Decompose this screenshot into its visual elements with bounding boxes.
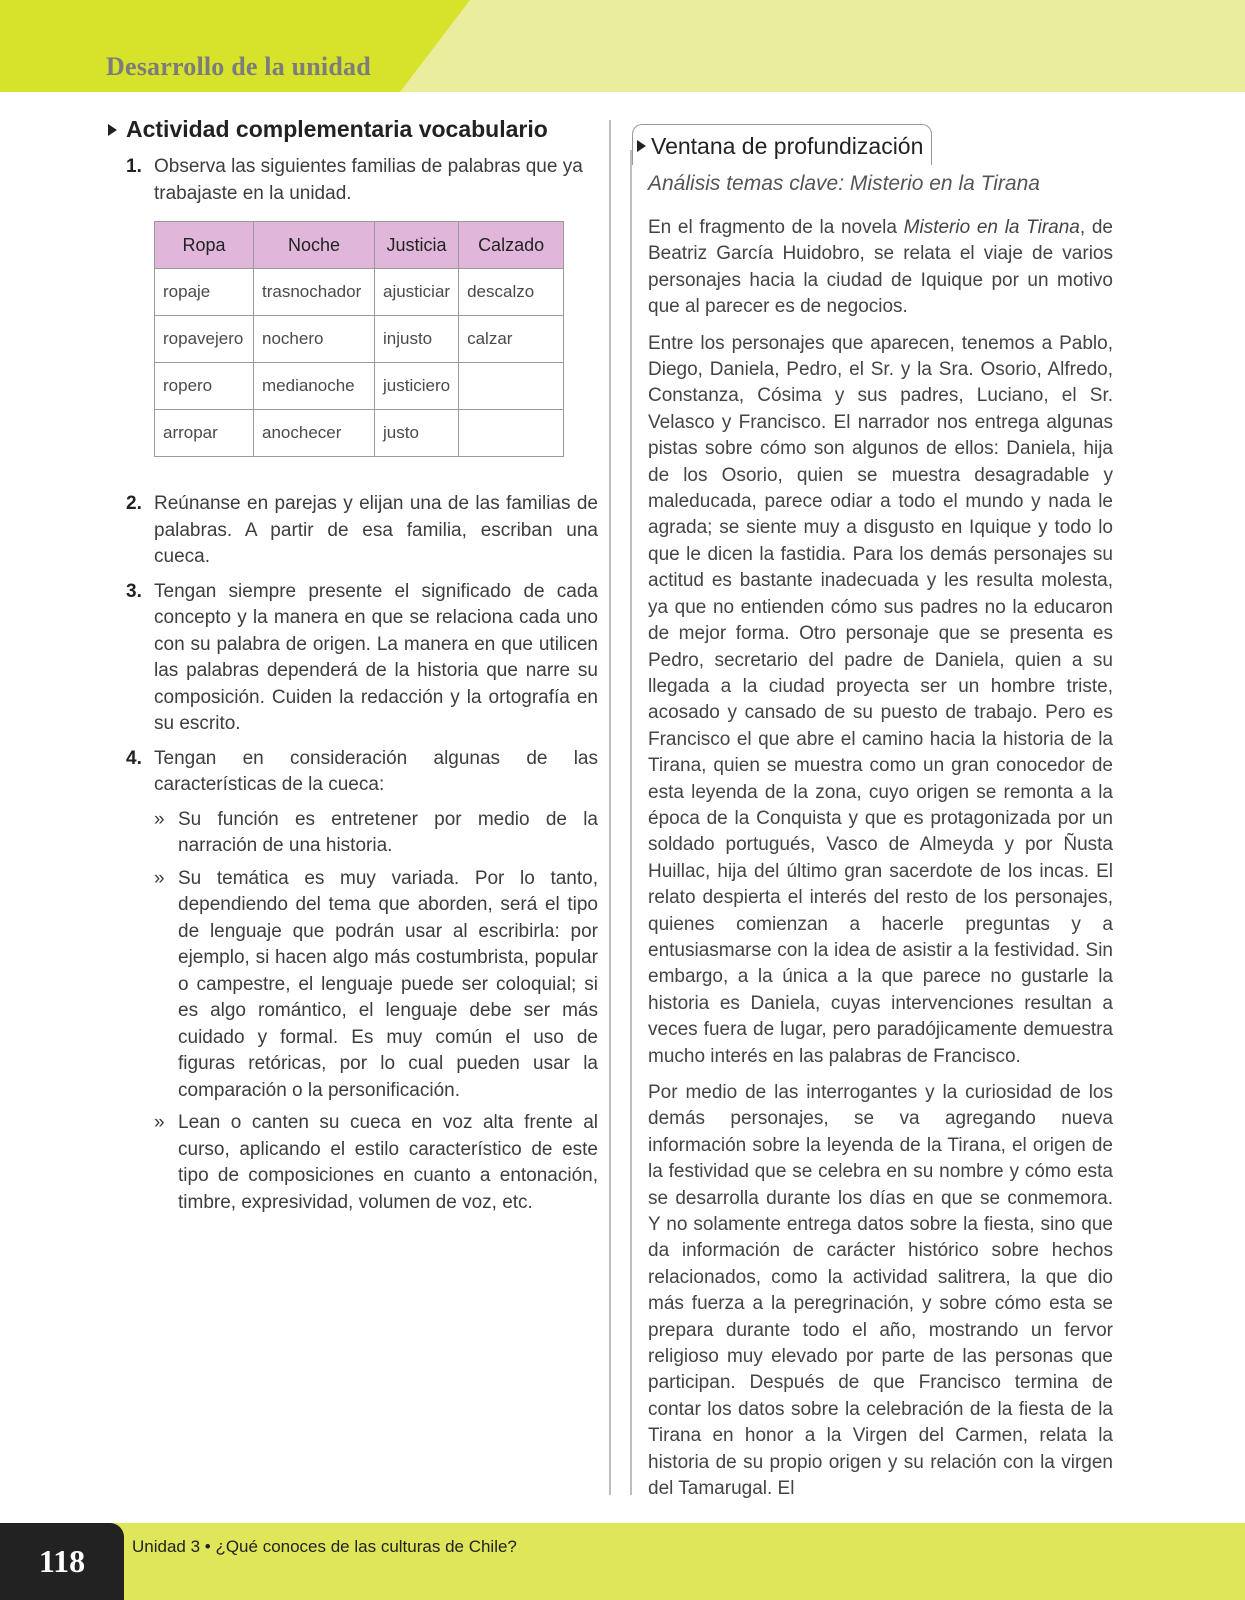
table-cell: anochecer [254,410,375,457]
column-header: Noche [254,222,375,269]
table-cell: calzar [459,316,564,363]
list-item [154,1110,598,1216]
table-header-row [155,222,564,269]
table-row [155,316,564,363]
bullet-mark: » [154,867,165,889]
table-cell: ropero [155,363,254,410]
item-text: Tengan siempre presente el significado de cada concepto y la manera en que se relaciona cada uno con su palabra de origen. La manera en que utilicen las palabras dependerá de la historia que narre su composición. Cuiden la redacción y la ortografía en su escrito. [154,580,598,734]
table-cell [459,363,564,410]
unit-label: Unidad 3 • ¿Qué conoces de las culturas de Chile? [132,1537,517,1556]
section-heading-text: Actividad complementaria vocabulario [126,116,548,142]
page-footer [0,1523,1245,1600]
table-cell: trasnochador [254,269,375,316]
table-cell [459,410,564,457]
table-cell: ropaje [155,269,254,316]
section-tab-heading [632,124,932,165]
table-cell: nochero [254,316,375,363]
activity-item-2 [108,491,598,571]
list-item-text: Su temática es muy variada. Por lo tanto, dependiendo del tema que aborden, será el tipo de lenguaje que podrán usar al escribirla: por ejemplo, si hacen algo más costumbrista, popular o campestre, el lenguaje puede ser coloquial; si es algo romántico, el lenguaje debe ser más cuidado y formal. Es muy común el uso de figuras retóricas, por lo cual pueden usar la comparación o la personificación. [178,867,598,1101]
list-item [154,866,598,1105]
table-cell: ajusticiar [375,269,459,316]
triangle-bullet-icon [637,140,646,152]
item-number: 3. [126,580,142,602]
table-cell: descalzo [459,269,564,316]
novel-title: Misterio en la Tirana [903,217,1080,238]
section-subtitle: Análisis temas clave: Misterio en la Tirana [648,172,1040,195]
page-number: 118 [0,1523,124,1600]
page-title: Desarrollo de la unidad [106,52,371,81]
section-tab-heading-text: Ventana de profundización [651,133,924,159]
column-divider-right [630,150,632,1495]
activity-item-1 [108,154,598,207]
characteristics-list [154,807,598,1217]
list-item-text: Su función es entretener por medio de la narración de una historia. [178,808,598,856]
page-header [0,0,1245,92]
vocabulary-table [154,221,564,457]
item-number: 4. [126,747,142,769]
table-row [155,269,564,316]
right-column [648,124,1113,1513]
list-item [154,807,598,860]
item-number: 2. [126,493,142,514]
table-row [155,410,564,457]
bullet-mark: » [154,1112,165,1133]
item-text: Tengan en consideración algunas de las características de la cueca: [154,747,598,795]
item-text: Reúnanse en parejas y elijan una de las familias de palabras. A partir de esa familia, escriban una cueca. [154,493,598,567]
item-number: 1. [126,156,142,177]
paragraph: Por medio de las interrogantes y la curiosidad de los demás personajes, se va agregando nueva información sobre la leyenda de la Tirana, el origen de la festividad que se celebra en su nombre y cómo esta se desarrolla durante los días en que se conmemora. Y no solamente entrega datos sobre la fiesta, sino que da información de carácter histórico sobre hechos relacionados, como la actividad salitrera, la que dio más fuerza a la peregrinación, y sobre cómo esta se prepara durante todo el año, mostrando un fervor religioso muy elevado por parte de las personas que participan. Después de que Francisco termina de contar los datos sobre la celebración de la fiesta de la Tirana en honor a la Virgen del Carmen, relata la historia de su propio origen y su relación con la virgen del Tamarugal. El [648,1082,1113,1500]
table-row [155,363,564,410]
left-column [108,114,598,1222]
column-header: Calzado [459,222,564,269]
activity-item-4 [108,746,598,799]
item-text: Observa las siguientes familias de palabras que ya trabajaste en la unidad. [154,156,583,204]
triangle-bullet-icon [108,124,117,136]
paragraph-text: , de Beatriz García Huidobro, se relata el viaje de varios personajes hacia la ciudad de Iquique por un motivo que al parecer es de negocios. [648,217,1113,318]
table-cell: medianoche [254,363,375,410]
table-cell: justiciero [375,363,459,410]
column-header: Justicia [375,222,459,269]
bullet-mark: » [154,808,165,830]
column-header: Ropa [155,222,254,269]
column-divider-left [609,120,611,1495]
paragraph: Entre los personajes que aparecen, tenemos a Pablo, Diego, Daniela, Pedro, el Sr. y la Sra. Osorio, Alfredo, Constanza, Cósima y sus padres, Luciano, el Sr. Velasco y Francisco. El narrador nos entrega algunas pistas sobre cómo son algunos de ellos: Daniela, hija de los Osorio, quien se muestra desagradable y maleducada, parece odiar a todo el mundo y nada le agrada; se siente muy a disgusto en Iquique y todo lo que le dicen la fastidia. Para los demás personajes su actitud es bastante inadecuada y les resulta molesta, ya que no entienden cómo sus padres no la educaron de mejor forma. Otro personaje que se presenta es Pedro, secretario del padre de Daniela, quien a su llegada a la ciudad proyecta ser un hombre triste, acosado y cansado de su puesto de trabajo. Pero es Francisco el que abre el camino hacia la historia de la Tirana, quien se muestra como un gran conocedor de esta leyenda de la zona, cuyo origen se remonta a la época de la Conquista y que es protagonizada por un soldado portugués, Vasco de Almeyda y por Ñusta Huillac, hija del último gran sacerdote de los incas. El relato despierta el interés del resto de los personajes, quienes comienzan a hacerle preguntas y a entusiasmarse con la idea de asistir a la festividad. Sin embargo, a la única a la que parece no gustarle la historia es Daniela, cuyas intervenciones resultan a veces fuera de lugar, pero paradójicamente demuestra mucho interés en las palabras de Francisco. [648,332,1113,1067]
paragraph [648,215,1113,321]
list-item-text: Lean o canten su cueca en voz alta frente al curso, aplicando el estilo característico de este tipo de composiciones en cuanto a entonación, timbre, expresividad, volumen de voz, etc. [178,1112,598,1213]
table-cell: arropar [155,410,254,457]
activity-item-3 [108,579,598,738]
table-cell: ropavejero [155,316,254,363]
table-cell: injusto [375,316,459,363]
section-heading [108,114,598,144]
table-cell: justo [375,410,459,457]
paragraph-text: En el fragmento de la novela [648,217,904,238]
